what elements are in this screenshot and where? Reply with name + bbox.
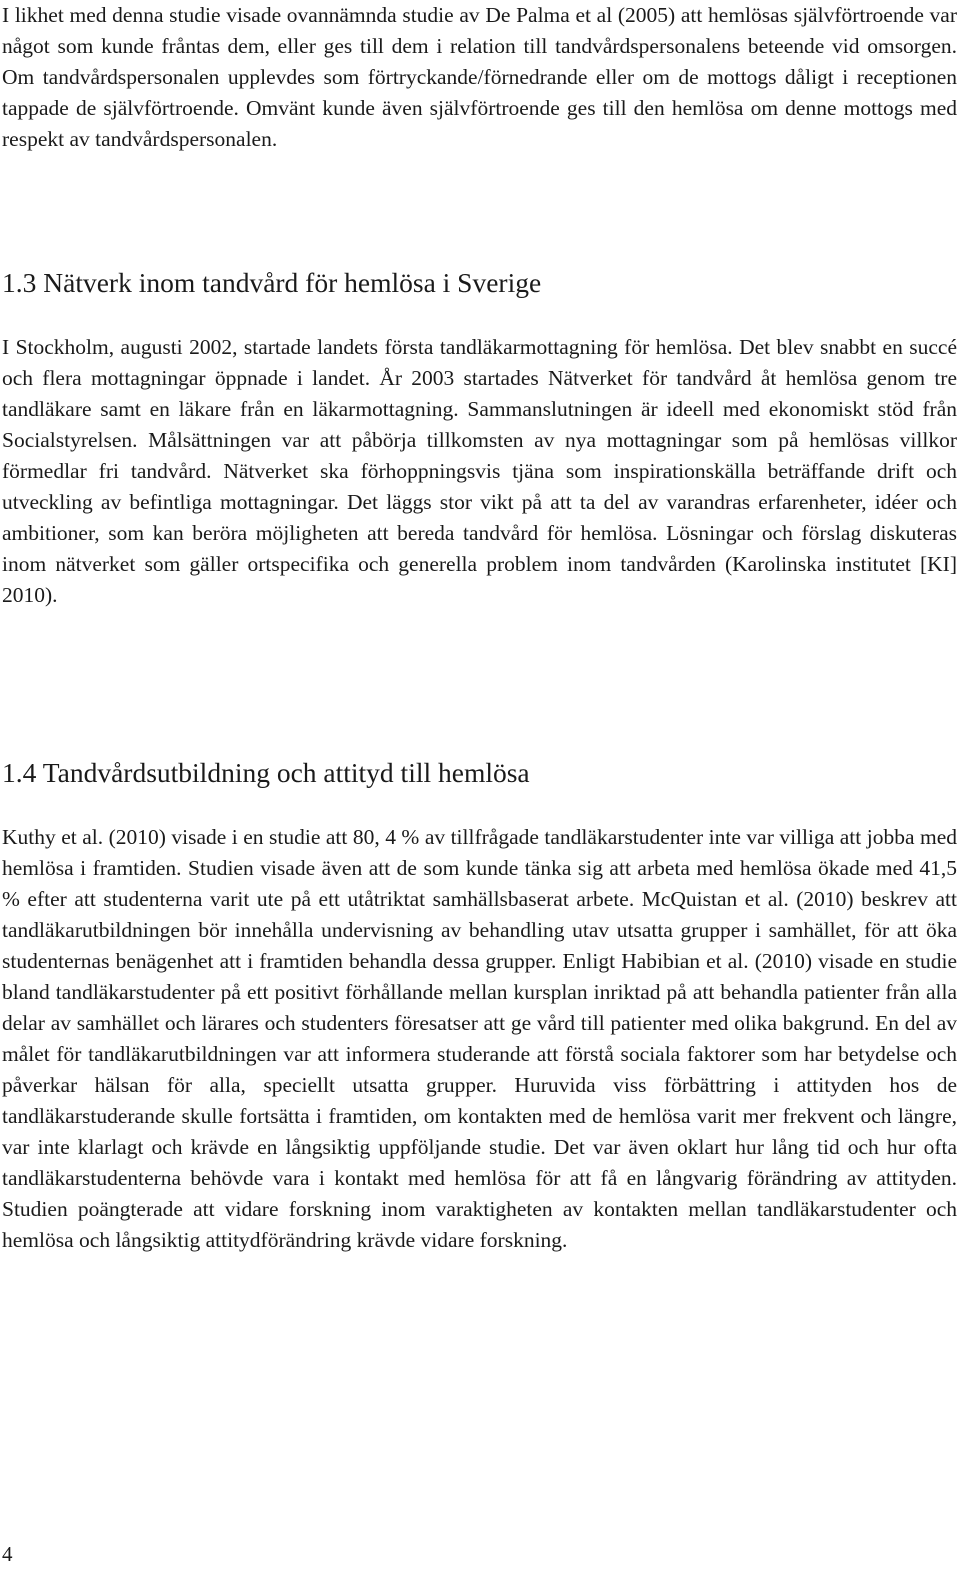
section-heading-1-3: 1.3 Nätverk inom tandvård för hemlösa i Sverige [2,267,542,298]
section-1-3-paragraph: I Stockholm, augusti 2002, startade landets första tandläkarmottagning för hemlösa. Det blev snabbt en succé och flera mottagningar öppnade i landet. År 2003 startades Nätverket för tandvård åt hemlösa genom tre tandläkare samt en läkare från en läkarmottagning. Sammanslutningen är ideell med ekonomiskt stöd från Socialstyrelsen. Målsättningen var att påbörja tillkomsten av nya mottagningar som på hemlösas villkor förmedlar fri tandvård. Nätverket ska förhoppningsvis tjäna som inspirationskälla beträffande drift och utveckling av befintliga mottagningar. Det läggs stor vikt på att ta del av varandras erfarenheter, idéer och ambitioner, som kan beröra möjligheten att bereda tandvård för hemlösa. Lösningar och förslag diskuteras inom nätverket som gäller ortspecifika och generella problem inom tandvården (Karolinska institutet [KI] 2010). [2,335,957,607]
page-number: 4 [2,1542,13,1566]
intro-paragraph: I likhet med denna studie visade ovannämnda studie av De Palma et al (2005) att hemlösas självförtroende var något som kunde fråntas dem, eller ges till dem i relation till tandvårdspersonalens beteende vid omsorgen. Om tandvårdspersonalen upplevdes som förtryckande/förnedrande eller om de mottogs dåligt i receptionen tappade de självförtroende. Omvänt kunde även självförtroende ges till den hemlösa om denne mottogs med respekt av tandvårdspersonalen. [2,3,957,151]
section-1-4-paragraph: Kuthy et al. (2010) visade i en studie att 80, 4 % av tillfrågade tandläkarstudenter inte var villiga att jobba med hemlösa i framtiden. Studien visade även att de som kunde tänka sig att arbeta med hemlösa ökade med 41,5 % efter att studenterna varit ute på ett utåtriktat samhällsbaserat arbete. McQuistan et al. (2010) beskrev att tandläkarutbildningen bör innehålla undervisning av behandling utav utsatta grupper i samhället, för att öka studenternas benägenhet att i framtiden behandla dessa grupper. Enligt Habibian et al. (2010) visade en studie bland tandläkarstudenter på ett positivt förhållande mellan kursplan inriktad på att behandla patienter från alla delar av samhället och lärares och studenters föresatser att ge vård till patienter med olika bakgrund. En del av målet för tandläkarutbildningen var att informera studerande att förstå sociala faktorer som har betydelse och påverkar hälsan för alla, speciellt utsatta grupper. Huruvida viss förbättring i attityden hos de tandläkarstuderande skulle fortsätta i framtiden, om kontakten med de hemlösa varit mer frekvent och längre, var inte klarlagt och krävde en långsiktig uppföljande studie. Det var även oklart hur lång tid och hur ofta tandläkarstudenterna behövde vara i kontakt med hemlösa för att få en långvarig förändring av attityden. Studien poängterade att vidare forskning inom varaktigheten av kontakten mellan tandläkarstudenter och hemlösa och långsiktig attitydförändring krävde vidare forskning. [2,825,957,1252]
section-heading-1-4: 1.4 Tandvårdsutbildning och attityd till hemlösa [2,757,530,788]
